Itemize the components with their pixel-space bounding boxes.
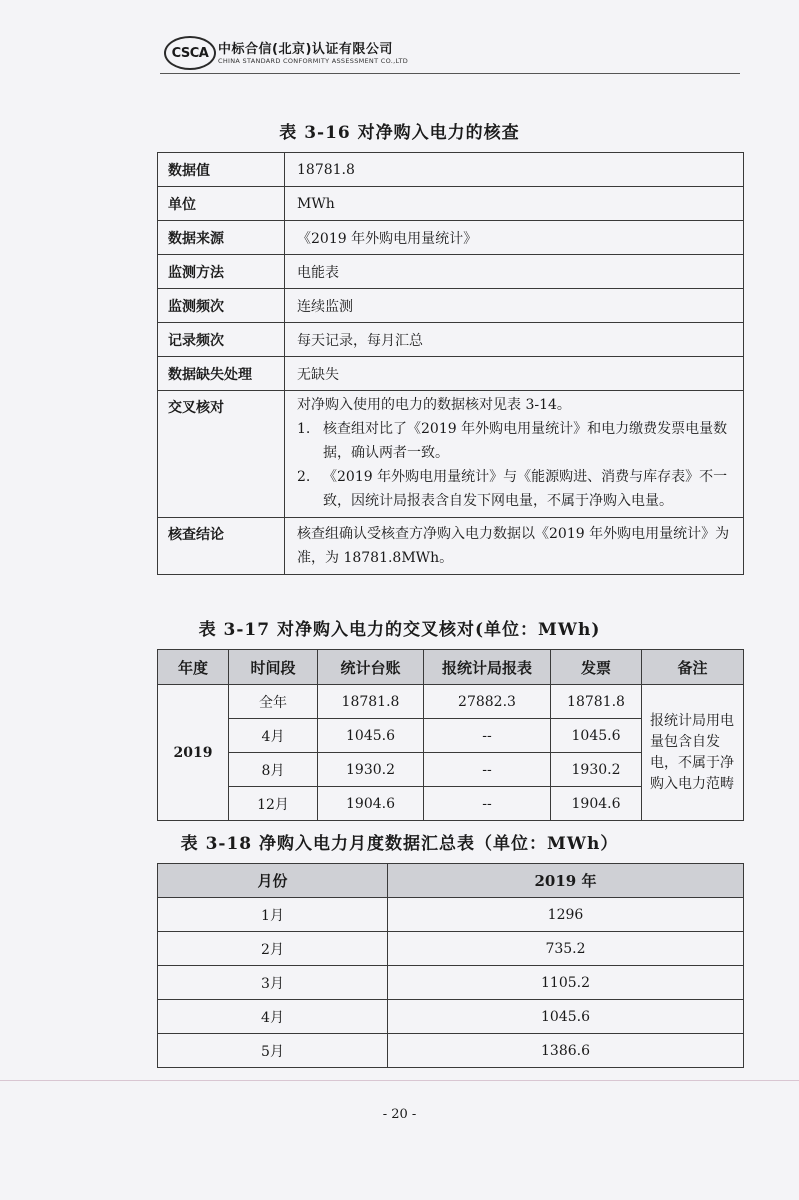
- row-label: 数据值: [158, 153, 285, 187]
- table-cell: 1904.6: [551, 787, 642, 821]
- table17: [157, 649, 744, 821]
- table-cell: 1386.6: [388, 1034, 744, 1068]
- column-header: 月份: [158, 864, 388, 898]
- row-label: 单位: [158, 187, 285, 221]
- row-label: 记录频次: [158, 323, 285, 357]
- table-row: [158, 357, 744, 391]
- table-cell: 5月: [158, 1034, 388, 1068]
- row-label: 数据来源: [158, 221, 285, 255]
- table-row: [158, 898, 744, 932]
- table-row: [158, 1034, 744, 1068]
- table-cell: 1296: [388, 898, 744, 932]
- table-cell: --: [424, 719, 551, 753]
- list-item-number: 2.: [297, 469, 311, 485]
- table-cell: 1930.2: [551, 753, 642, 787]
- table-cell: 1月: [158, 898, 388, 932]
- header-divider: [160, 73, 740, 74]
- table-row-cross-check: [158, 391, 744, 518]
- cross-check-list: [297, 417, 743, 513]
- table-row-conclusion: [158, 518, 744, 575]
- column-header: 备注: [642, 650, 744, 685]
- table-row: [158, 685, 744, 719]
- note-cell: 报统计局用电量包含自发电，不属于净购入电力范畴: [642, 685, 744, 821]
- table-cell: 12月: [229, 787, 318, 821]
- table-cell: 2月: [158, 932, 388, 966]
- table-cell: 1904.6: [318, 787, 424, 821]
- table17-caption: 表 3-17 对净购入电力的交叉核对(单位：MWh): [198, 620, 601, 640]
- column-header: 时间段: [229, 650, 318, 685]
- table-row: [158, 255, 744, 289]
- table-cell: 4月: [229, 719, 318, 753]
- column-header: 报统计局报表: [424, 650, 551, 685]
- conclusion-text: 核查组确认受核查方净购入电力数据以《2019 年外购电用量统计》为准，为 18781.8MWh。: [285, 518, 744, 575]
- row-value: 电能表: [285, 255, 744, 289]
- page-number: - 20 -: [382, 1107, 417, 1122]
- row-value: 每天记录，每月汇总: [285, 323, 744, 357]
- table-cell: 735.2: [388, 932, 744, 966]
- table16: [157, 152, 744, 575]
- table-cell: 1045.6: [318, 719, 424, 753]
- row-value: 无缺失: [285, 357, 744, 391]
- table-cell: 1045.6: [388, 1000, 744, 1034]
- cross-check-content: [285, 391, 744, 518]
- year-cell: 2019: [158, 685, 229, 821]
- list-item-number: 1.: [297, 421, 311, 437]
- table-row: [158, 1000, 744, 1034]
- row-label: 监测频次: [158, 289, 285, 323]
- table-cell: 3月: [158, 966, 388, 1000]
- column-header: 发票: [551, 650, 642, 685]
- row-label: 监测方法: [158, 255, 285, 289]
- table18: [157, 863, 744, 1068]
- table-cell: 全年: [229, 685, 318, 719]
- table-cell: --: [424, 787, 551, 821]
- table-cell: 27882.3: [424, 685, 551, 719]
- table-row: [158, 289, 744, 323]
- row-label: 数据缺失处理: [158, 357, 285, 391]
- column-header: 2019 年: [388, 864, 744, 898]
- row-label: 交叉核对: [158, 391, 285, 518]
- table-row: [158, 187, 744, 221]
- table-row: [158, 153, 744, 187]
- row-value: 18781.8: [285, 153, 744, 187]
- table-header-row: [158, 650, 744, 685]
- table-row: [158, 966, 744, 1000]
- company-name-en: CHINA STANDARD CONFORMITY ASSESSMENT CO.,LTD: [218, 57, 409, 65]
- table-header-row: [158, 864, 744, 898]
- column-header: 年度: [158, 650, 229, 685]
- table-row: [158, 932, 744, 966]
- list-item-text: 《2019 年外购电用量统计》与《能源购进、消费与库存表》不一致，因统计局报表含自发下网电量，不属于净购入电量。: [323, 469, 728, 509]
- table-cell: --: [424, 753, 551, 787]
- table-row: [158, 221, 744, 255]
- scan-artifact-line: [0, 1080, 799, 1081]
- column-header: 统计台账: [318, 650, 424, 685]
- row-value: 《2019 年外购电用量统计》: [285, 221, 744, 255]
- table-cell: 1930.2: [318, 753, 424, 787]
- row-value: 连续监测: [285, 289, 744, 323]
- table-cell: 18781.8: [551, 685, 642, 719]
- table-cell: 1045.6: [551, 719, 642, 753]
- list-item-text: 核查组对比了《2019 年外购电用量统计》和电力缴费发票电量数据，确认两者一致。: [323, 421, 728, 461]
- table-cell: 1105.2: [388, 966, 744, 1000]
- row-label: 核查结论: [158, 518, 285, 575]
- row-value: MWh: [285, 187, 744, 221]
- table18-caption: 表 3-18 净购入电力月度数据汇总表（单位：MWh）: [180, 834, 619, 854]
- table-row: [158, 323, 744, 357]
- list-item: [297, 417, 743, 465]
- table16-caption: 表 3-16 对净购入电力的核查: [279, 123, 520, 143]
- cross-check-intro: 对净购入使用的电力的数据核对见表 3-14。: [297, 397, 571, 413]
- table-cell: 18781.8: [318, 685, 424, 719]
- table-cell: 4月: [158, 1000, 388, 1034]
- page-header: [160, 30, 740, 76]
- company-logo: CSCA: [164, 36, 216, 70]
- table-cell: 8月: [229, 753, 318, 787]
- company-name-cn: 中标合信(北京)认证有限公司: [218, 42, 393, 57]
- list-item: [297, 465, 743, 513]
